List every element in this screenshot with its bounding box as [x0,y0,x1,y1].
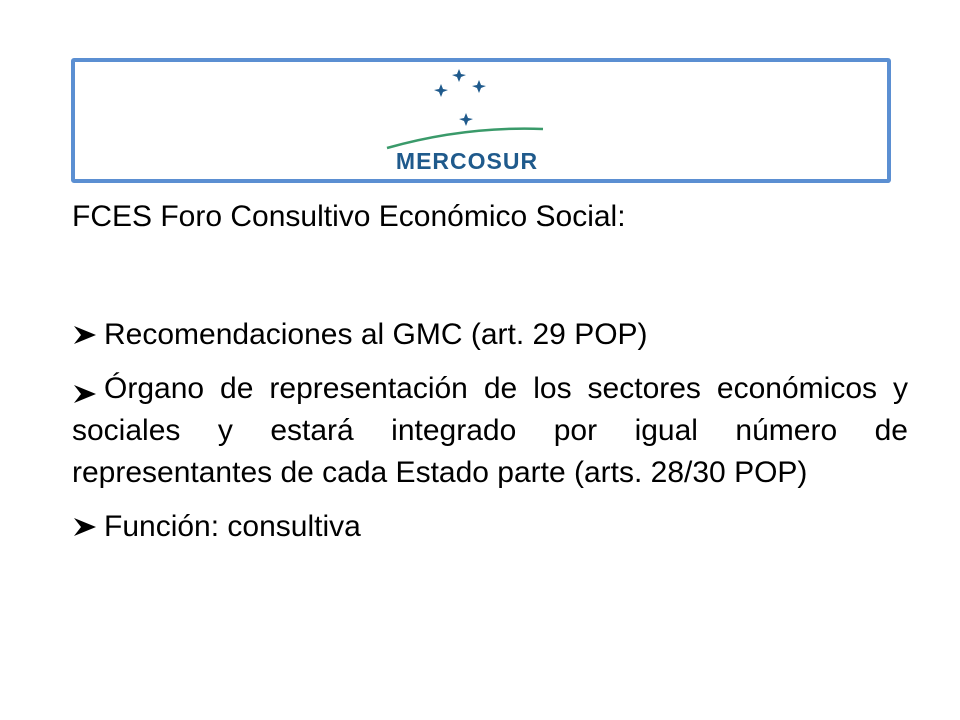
slide-heading: FCES Foro Consultivo Económico Social: [72,200,626,233]
southern-cross-stars-icon [434,69,486,126]
horizon-arc-icon [387,129,543,148]
mercosur-logo-frame [71,58,891,183]
bullet-text: Recomendaciones al GMC (art. 29 POP) [104,318,648,351]
arrow-bullet-icon [72,506,104,548]
mercosur-logo [75,62,887,179]
bullet-item [72,368,908,494]
bullet-item [72,506,908,548]
logo-wordmark: MERCOSUR [395,148,539,174]
bullet-text: Función: consultiva [104,510,361,543]
slide-body [72,196,908,560]
arrow-bullet-icon [72,314,104,356]
arrow-bullet-icon [72,368,104,410]
bullet-item [72,314,908,356]
bullet-text: Órgano de representación de los sectores económicos y sociales y estará integrado por igual número de representantes de cada Estado parte (arts. 28/30 POP) [72,372,908,489]
